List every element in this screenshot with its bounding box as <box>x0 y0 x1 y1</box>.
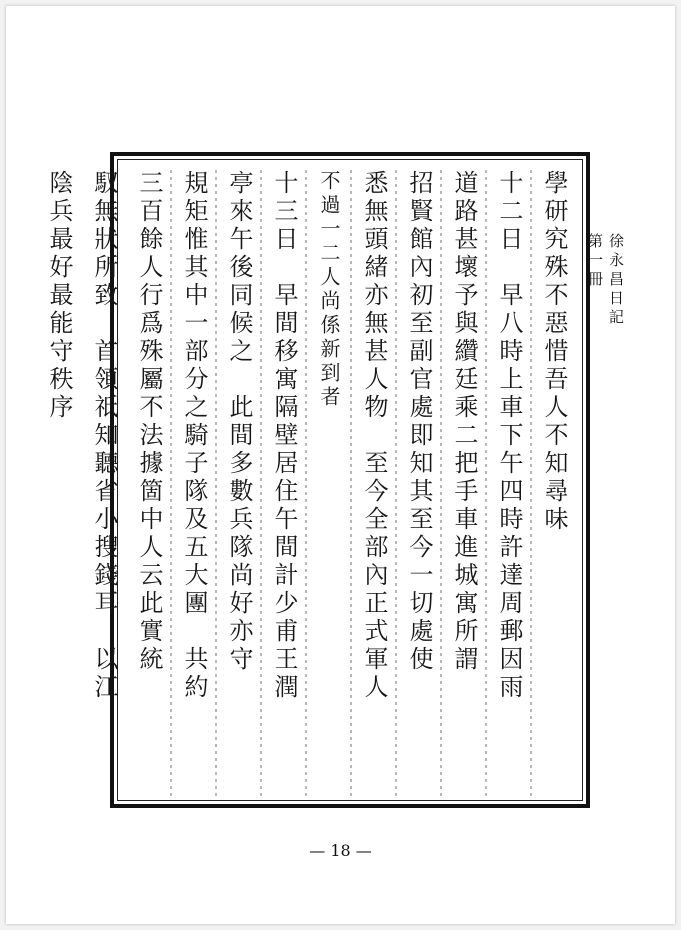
text-column: 亭來午後同候之 此間多數兵隊尚好亦守 <box>225 170 253 674</box>
text-column: 學研究殊不惡惜吾人不知尋味 <box>540 170 568 534</box>
text-column: 馭無狀所致 首領祗知聽省小搜錢耳 以江 <box>90 170 118 702</box>
volume-label: 第一冊 <box>586 233 604 290</box>
vertical-text-body <box>45 170 576 796</box>
text-column: 三百餘人行爲殊屬不法據箇中人云此實統 <box>135 170 163 674</box>
text-column: 道路甚壞予與纘廷乘二把手車進城寓所謂 <box>450 170 478 674</box>
text-column: 不過一二人尚係新到者 <box>317 170 341 410</box>
text-column: 十三日 早間移寓隔壁居住午間計少甫王潤 <box>270 170 298 702</box>
book-title: 徐永昌日記 <box>607 233 625 328</box>
text-column: 陰兵最好最能守秩序 <box>45 170 73 422</box>
text-column: 十二日 早八時上車下午四時許達周郵因雨 <box>495 170 523 702</box>
text-column: 招賢館內初至副官處即知其至今一切處使 <box>405 170 433 674</box>
text-column: 規矩惟其中一部分之騎子隊及五大團 共約 <box>180 170 208 702</box>
page-number: — 18 — <box>309 841 372 860</box>
text-column: 悉無頭緒亦無甚人物 至今全部內正式軍人 <box>360 170 388 702</box>
